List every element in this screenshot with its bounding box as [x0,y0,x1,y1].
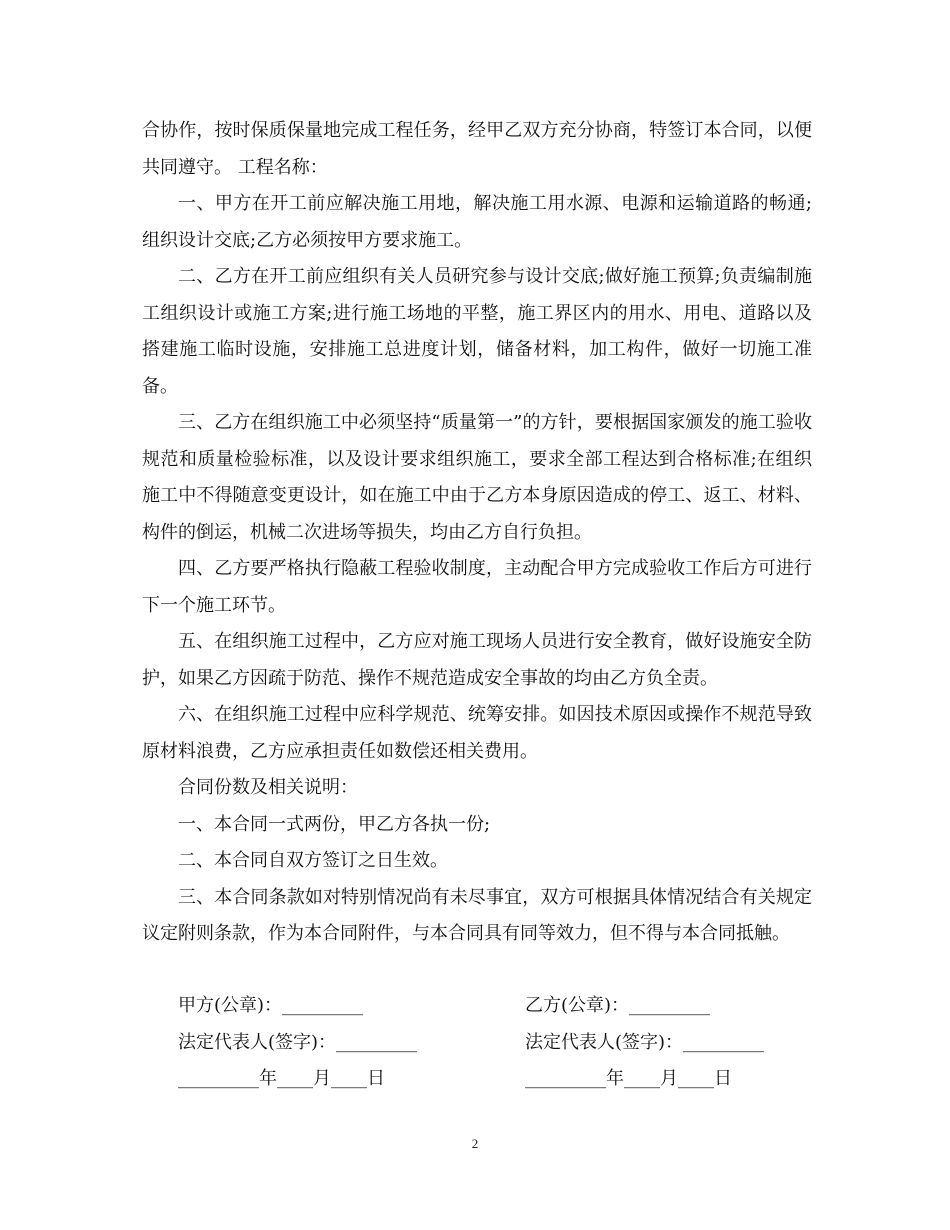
party-a-date-field: _________年____月____日 [178,1068,385,1089]
paragraph-copies-1: 一、本合同一式两份，甲乙方各执一份; [178,813,491,835]
signature-row-representative [178,1025,818,1062]
paragraph-copies-heading: 合同份数及相关说明： [178,777,358,798]
paragraph-copies-2: 二、本合同自双方签订之日生效。 [178,850,448,871]
party-b-date-field: _________年____月____日 [525,1068,732,1089]
party-b-representative-field: 法定代表人(签字)：_________ [525,1031,765,1053]
paragraph-clause-3: 三、乙方在组织施工中必须坚持“质量第一”的方针，要根据国家颁发的施工验收规范和质量检验标准，以及设计要求组织施工，要求全部工程达到合格标准;在组织施工中不得随意变更设计，如在施工中由于乙方本身原因造成的停工、返工、材料、构件的倒运，机械二次进场等损失，均由乙方自行负担。 [142,412,812,543]
party-a-seal-field: 甲方(公章)：_________ [178,995,364,1016]
paragraph-clause-1: 一、甲方在开工前应解决施工用地，解决施工用水源、电源和运输道路的畅通;组织设计交底;乙方必须按甲方要求施工。 [142,193,812,251]
paragraph-intro: 合协作，按时保质保量地完成工程任务，经甲乙双方充分协商，特签订本合同，以便共同遵守。 工程名称： [142,120,812,178]
contract-body [142,113,812,953]
party-b-seal-field: 乙方(公章)：_________ [525,995,711,1016]
signature-row-seal [178,988,818,1025]
paragraph-clause-2: 二、乙方在开工前应组织有关人员研究参与设计交底;做好施工预算;负责编制施工组织设计或施工方案;进行施工场地的平整，施工界区内的用水、用电、道路以及搭建施工临时设施，安排施工总进度计划，储备材料，加工构件，做好一切施工准备。 [142,266,812,397]
page-number: 2 [471,1136,479,1151]
paragraph-clause-4: 四、乙方要严格执行隐蔽工程验收制度，主动配合甲方完成验收工作后方可进行下一个施工环节。 [142,558,812,616]
signature-block [178,988,818,1098]
paragraph-copies-3: 三、本合同条款如对特别情况尚有未尽事宜，双方可根据具体情况结合有关规定议定附则条款，作为本合同附件，与本合同具有同等效力，但不得与本合同抵触。 [142,886,812,944]
signature-row-date [178,1061,818,1098]
paragraph-clause-6: 六、在组织施工过程中应科学规范、统筹安排。如因技术原因或操作不规范导致原材料浪费，乙方应承担责任如数偿还相关费用。 [142,704,812,762]
paragraph-clause-5: 五、在组织施工过程中，乙方应对施工现场人员进行安全教育，做好设施安全防护，如果乙方因疏于防范、操作不规范造成安全事故的均由乙方负全责。 [142,631,812,689]
party-a-representative-field: 法定代表人(签字)：_________ [178,1031,418,1053]
